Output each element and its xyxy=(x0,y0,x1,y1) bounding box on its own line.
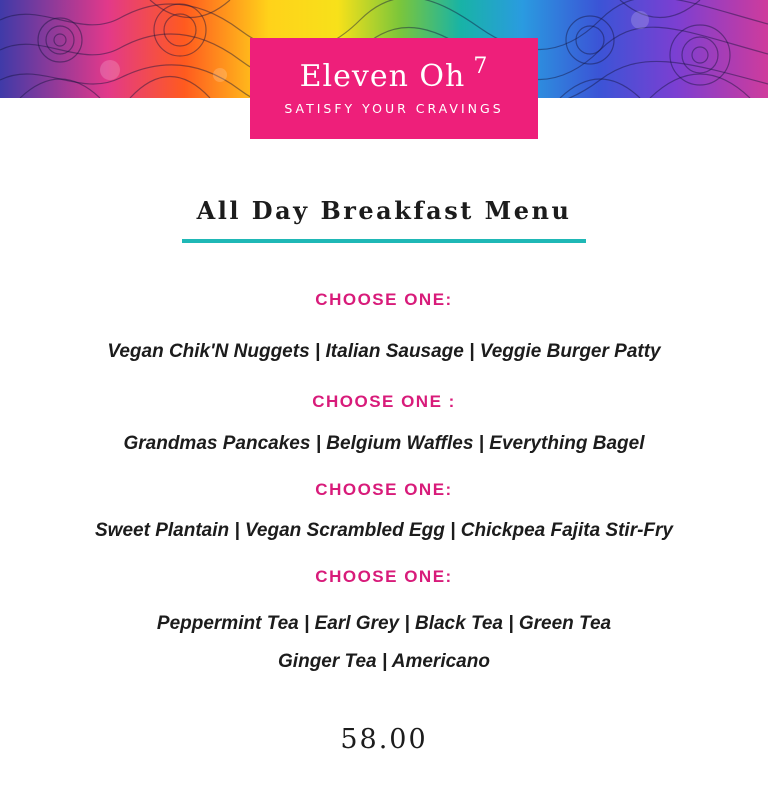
section-items-2: Grandmas Pancakes | Belgium Waffles | Everything Bagel xyxy=(123,433,645,454)
section-heading-4: CHOOSE ONE: xyxy=(315,567,453,586)
section-heading-2: CHOOSE ONE : xyxy=(312,392,456,411)
section-items-4-line-2: Ginger Tea | Americano xyxy=(278,651,490,672)
brand-logo xyxy=(250,38,538,139)
section-heading-3: CHOOSE ONE: xyxy=(315,480,453,499)
section-items-3: Sweet Plantain | Vegan Scrambled Egg | Chickpea Fajita Stir-Fry xyxy=(95,520,673,541)
section-items-4-line-1: Peppermint Tea | Earl Grey | Black Tea | Green Tea xyxy=(156,613,612,634)
title-underline xyxy=(182,239,586,243)
section-items-1: Vegan Chik'N Nuggets | Italian Sausage | Veggie Burger Patty xyxy=(107,341,661,362)
brand-tagline: SATISFY YOUR CRAVINGS xyxy=(284,101,504,116)
menu-price: 58.00 xyxy=(340,724,428,755)
section-heading-1: CHOOSE ONE: xyxy=(315,290,453,309)
brand-name xyxy=(250,56,538,94)
brand-superscript: 7 xyxy=(473,54,489,79)
menu-title: All Day Breakfast Menu xyxy=(196,196,572,225)
brand-name-text: Eleven Oh xyxy=(299,59,466,94)
